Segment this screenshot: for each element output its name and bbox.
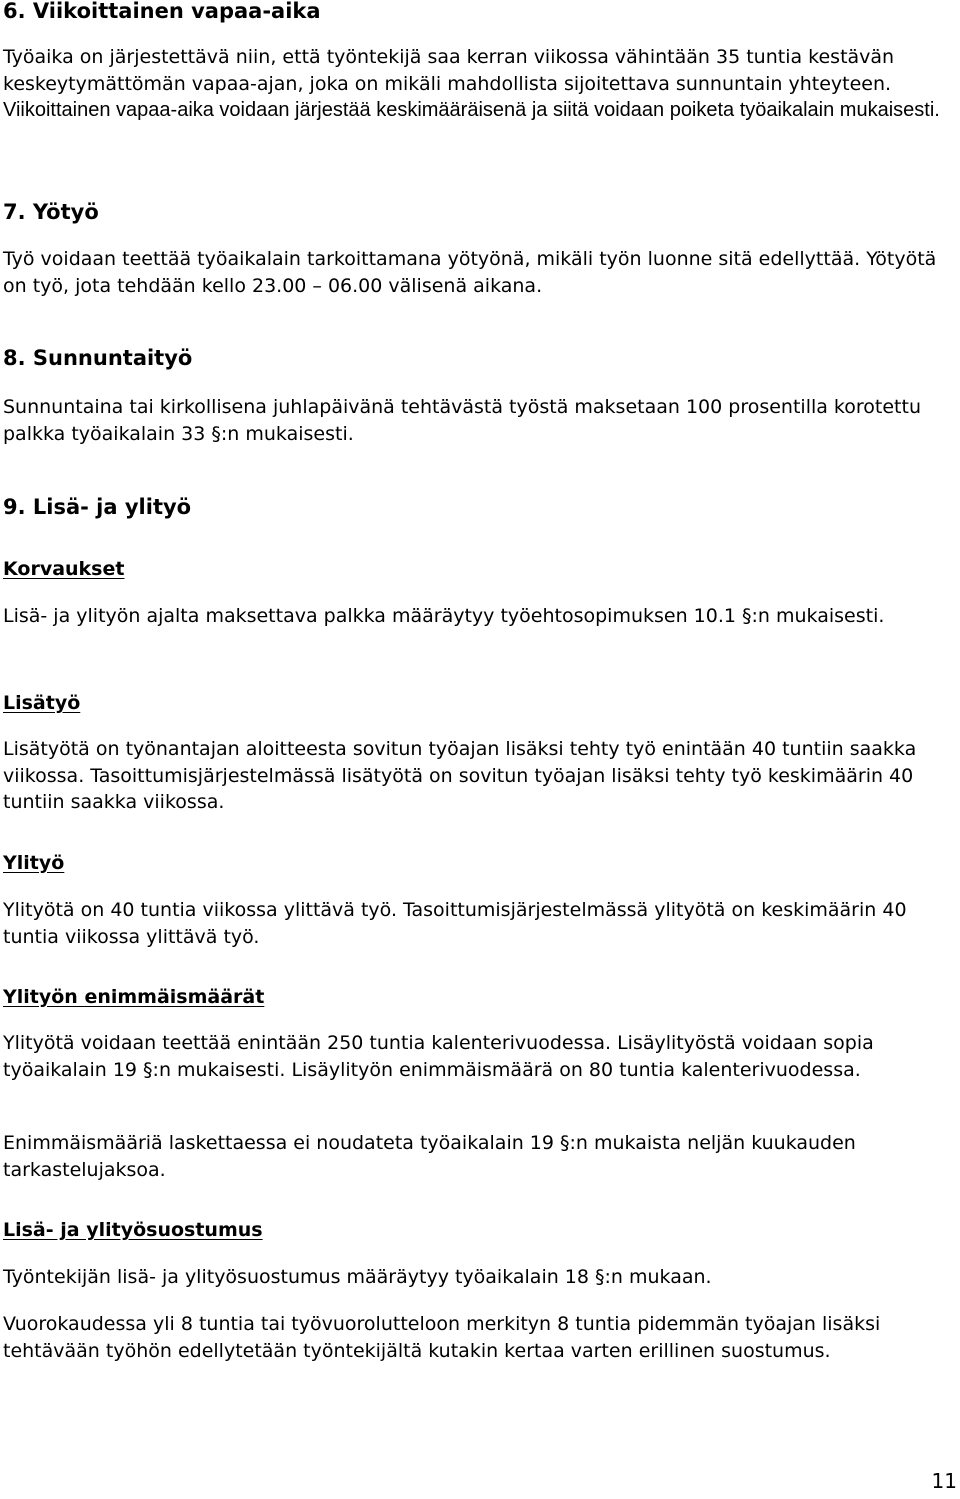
korvaukset-paragraph: Lisä- ja ylityön ajalta maksettava palkka määräytyy työehtosopimuksen 10.1 §:n mukaisesti. [3, 605, 885, 627]
suostumus-paragraph-1: Työntekijän lisä- ja ylityösuostumus määräytyy työaikalain 18 §:n mukaan. [3, 1266, 712, 1288]
section-7-title: 7. Yötyö [3, 200, 99, 224]
enimmaismaarat-title: Ylityön enimmäismäärät [3, 986, 265, 1008]
page-number: 11 [931, 1469, 957, 1493]
suostumus-paragraph-2: Vuorokaudessa yli 8 tuntia tai työvuorolutteloon merkityn 8 tuntia pidemmän työajan lisäksi tehtävään työhön edellytetään työntekijältä kutakin kertaa varten erillinen suostumus. [3, 1313, 881, 1362]
lisatyo-paragraph: Lisätyötä on työnantajan aloitteesta sovitun työajan lisäksi tehty työ enintään 40 tuntiin saakka viikossa. Tasoittumisjärjestelmässä lisätyötä on sovitun työajan lisäksi tehty työ keskimäärin 40 tuntiin saakka viikossa. [3, 738, 917, 813]
enimmaismaarat-paragraph-2: Enimmäismääriä laskettaessa ei noudateta työaikalain 19 §:n mukaista neljän kuukauden tarkastelujaksoa. [3, 1132, 856, 1181]
section-6-title: 6. Viikoittainen vapaa-aika [3, 0, 321, 23]
ylityo-paragraph: Ylityötä on 40 tuntia viikossa ylittävä työ. Tasoittumisjärjestelmässä ylityötä on keskimäärin 40 tuntia viikossa ylittävä työ. [3, 899, 907, 948]
enimmaismaarat-paragraph-1: Ylityötä voidaan teettää enintään 250 tuntia kalenterivuodessa. Lisäylityöstä voidaan sopia työaikalain 19 §:n mukaisesti. Lisäylityön enimmäismäärä on 80 tuntia kalenterivuodessa. [3, 1032, 874, 1081]
section-7-paragraph: Työ voidaan teettää työaikalain tarkoittamana yötyönä, mikäli työn luonne sitä edellyttää. Yötyötä on työ, jota tehdään kello 23.00 – 06.00 välisenä aikana. [3, 248, 937, 297]
korvaukset-title: Korvaukset [3, 558, 125, 580]
section-9-title: 9. Lisä- ja ylityö [3, 495, 192, 519]
section-8-paragraph: Sunnuntaina tai kirkollisena juhlapäivänä tehtävästä työstä maksetaan 100 prosentilla korotettu palkka työaikalain 33 §:n mukaisesti. [3, 396, 921, 445]
suostumus-title: Lisä- ja ylityösuostumus [3, 1219, 263, 1241]
section-8-title: 8. Sunnuntaityö [3, 346, 193, 370]
section-6-paragraph-part-b: Viikoittainen vapaa-aika voidaan järjestää keskimääräisenä ja siitä voidaan poiketa työaikalain mukaisesti. [3, 99, 940, 121]
lisatyo-title: Lisätyö [3, 692, 81, 714]
section-6-paragraph [3, 44, 953, 124]
ylityo-title: Ylityö [3, 852, 65, 874]
section-6-paragraph-part-a: Työaika on järjestettävä niin, että työntekijä saa kerran viikossa vähintään 35 tuntia kestävän keskeytymättömän vapaa-ajan, joka on mikäli mahdollista sijoitettava sunnuntain yhteyteen. [3, 46, 895, 95]
